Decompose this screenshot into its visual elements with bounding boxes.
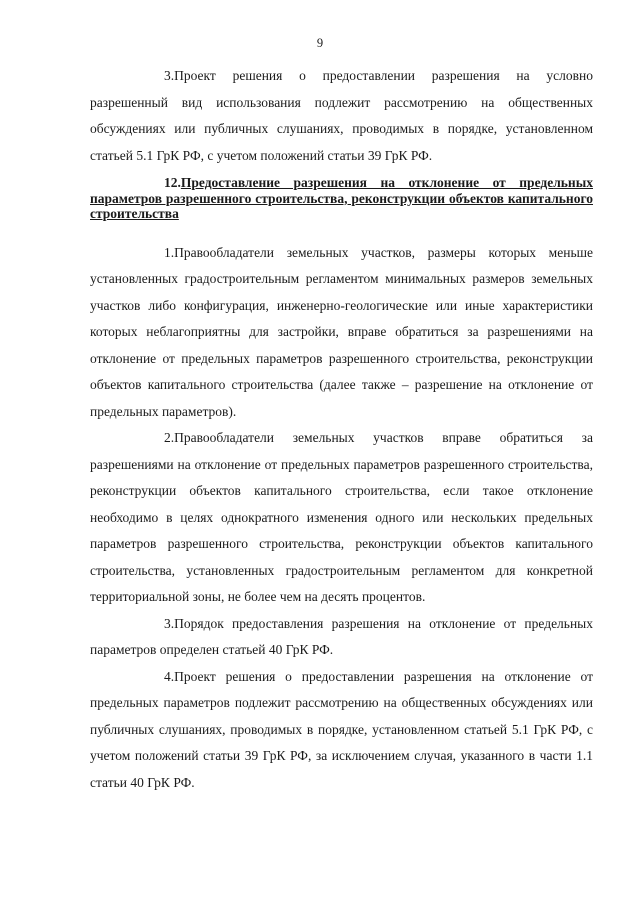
item-text: Правообладатели земельных участков вправе обратиться за разрешениями на отклонение от предельных параметров разрешенного строительства, реконструкции объектов капитального строительства, если такое отклонение необходимо в целях однократного изменения одного или нескольких предельных параметров разрешенного строительства, реконструкции объектов капитального строительства, установленных градостроительным регламентом для конкретной территориальной зоны, не более чем на десять процентов. [90, 430, 593, 604]
section-number: 12. [164, 175, 181, 190]
item-text: Порядок предоставления разрешения на отклонение от предельных параметров определен статьей 40 ГрК РФ. [90, 615, 593, 657]
page-number: 9 [316, 36, 324, 50]
item-number: 3. [164, 615, 175, 631]
paragraph-item-3 [90, 611, 593, 664]
document-body [90, 63, 593, 796]
paragraph-item-4 [90, 664, 593, 797]
paragraph-item-3 [90, 63, 593, 169]
item-text: Проект решения о предоставлении разрешения на отклонение от предельных параметров подлежит рассмотрению на общественных обсуждениях или публичных слушаниях, проводимых в порядке, установленном статьей 5.1 ГрК РФ, с учетом положений статьи 39 ГрК РФ, за исключением случая, указанного в части 1.1 статьи 40 ГрК РФ. [90, 668, 593, 790]
section-heading [90, 175, 593, 222]
section-title: Предоставление разрешения на отклонение от предельных параметров разрешенного строительства, реконструкции объектов капитального строительства [90, 175, 593, 221]
item-text: Проект решения о предоставлении разрешения на условно разрешенный вид использования подлежит рассмотрению на общественных обсуждениях или публичных слушаниях, проводимых в порядке, установленном статьей 5.1 ГрК РФ, с учетом положений статьи 39 ГрК РФ. [90, 68, 593, 163]
item-number: 1. [164, 244, 175, 260]
item-number: 2. [164, 430, 175, 445]
paragraph-item-2 [90, 425, 593, 611]
paragraph-item-1 [90, 240, 593, 426]
item-number: 4. [164, 668, 175, 684]
item-text: Правообладатели земельных участков, размеры которых меньше установленных градостроительным регламентом минимальных размеров земельных участков либо конфигурация, инженерно-геологические или иные характеристики которых неблагоприятны для застройки, вправе обратиться за разрешениями на отклонение от предельных параметров разрешенного строительства, реконструкции объектов капитального строительства (далее также – разрешение на отклонение от предельных параметров). [90, 244, 593, 419]
item-number: 3. [164, 68, 175, 83]
